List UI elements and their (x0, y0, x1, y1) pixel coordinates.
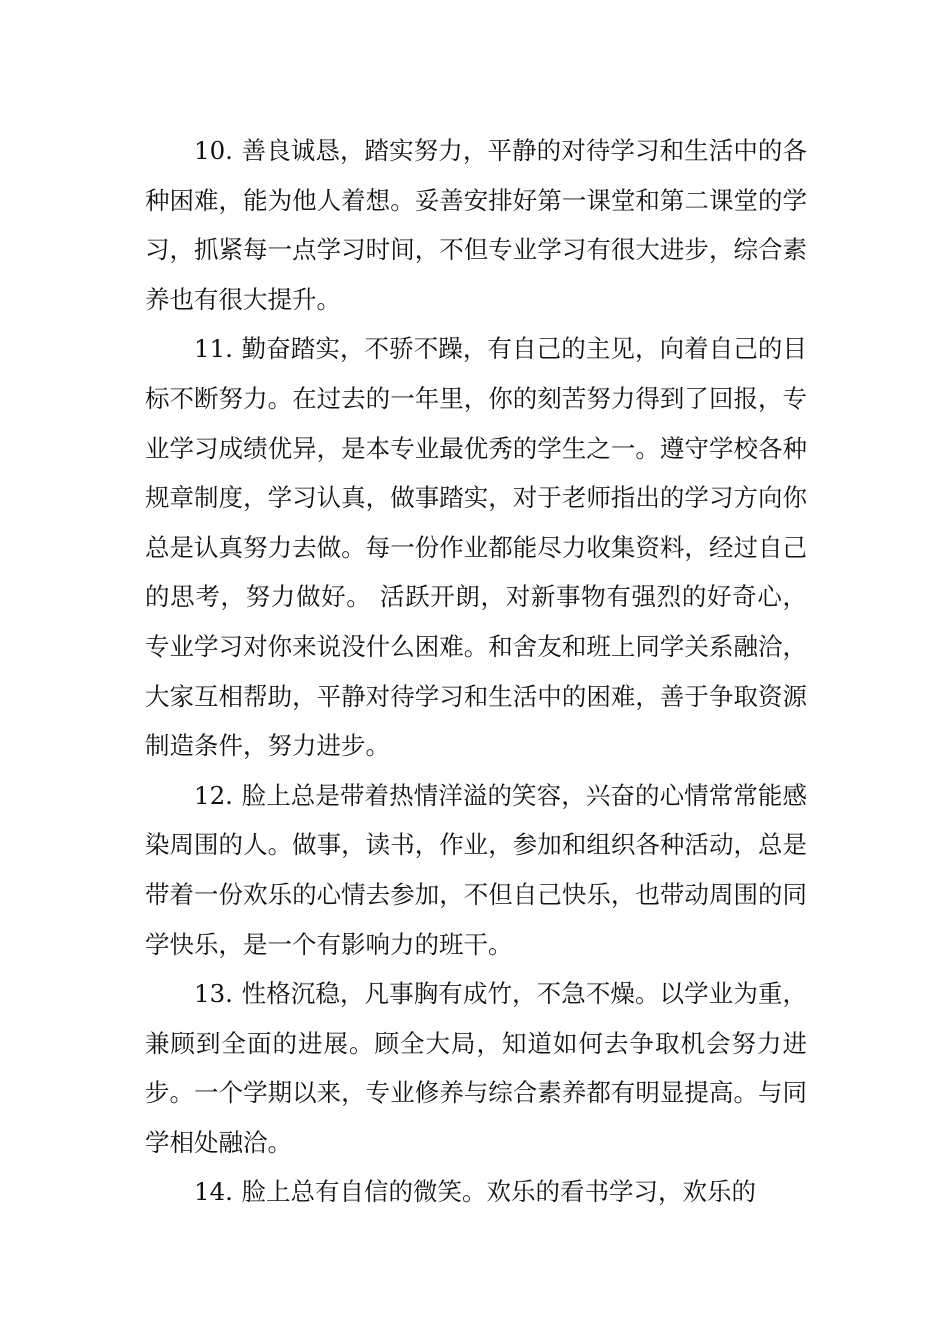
paragraph-text: 性格沉稳，凡事胸有成竹，不急不燥。以学业为重，兼顾到全面的进展。顾全大局，知道如何去争取机会努力进步。一个学期以来，专业修养与综合素养都有明显提高。与同学相处融洽。 (145, 979, 807, 1157)
paragraph-number: 11. (194, 334, 233, 364)
paragraph-text: 勤奋踏实，不骄不躁，有自己的主见，向着自己的目标不断努力。在过去的一年里，你的刻苦努力得到了回报，专业学习成绩优异，是本专业最优秀的学生之一。遵守学校各种规章制度，学习认真，做事踏实，对于老师指出的学习方向你总是认真努力去做。每一份作业都能尽力收集资料，经过自己的思考，努力做好。 活跃开朗，对新事物有强烈的好奇心，专业学习对你来说没什么困难。和舍友和班上同学关系融洽，大家互相帮助，平静对待学习和生活中的困难，善于争取资源制造条件，努力进步。 (145, 334, 807, 761)
paragraph-14 (145, 1167, 807, 1217)
paragraph-number: 10. (194, 136, 233, 165)
document-page (145, 126, 807, 1217)
paragraph-number: 12. (194, 780, 233, 810)
paragraph-10 (145, 126, 807, 324)
paragraph-number: 14. (194, 1177, 233, 1207)
paragraph-text: 脸上总有自信的微笑。欢乐的看书学习，欢乐的 (241, 1177, 757, 1207)
paragraph-text: 善良诚恳，踏实努力，平静的对待学习和生活中的各种困难，能为他人着想。妥善安排好第一课堂和第二课堂的学习，抓紧每一点学习时间，不但专业学习有很大进步，综合素养也有很大提升。 (145, 136, 807, 314)
paragraph-13 (145, 969, 807, 1167)
paragraph-12 (145, 771, 807, 969)
paragraph-11 (145, 324, 807, 770)
paragraph-text: 脸上总是带着热情洋溢的笑容，兴奋的心情常常能感染周围的人。做事，读书，作业，参加和组织各种活动，总是带着一份欢乐的心情去参加，不但自己快乐，也带动周围的同学快乐，是一个有影响力的班干。 (145, 780, 807, 959)
paragraph-number: 13. (194, 979, 233, 1009)
